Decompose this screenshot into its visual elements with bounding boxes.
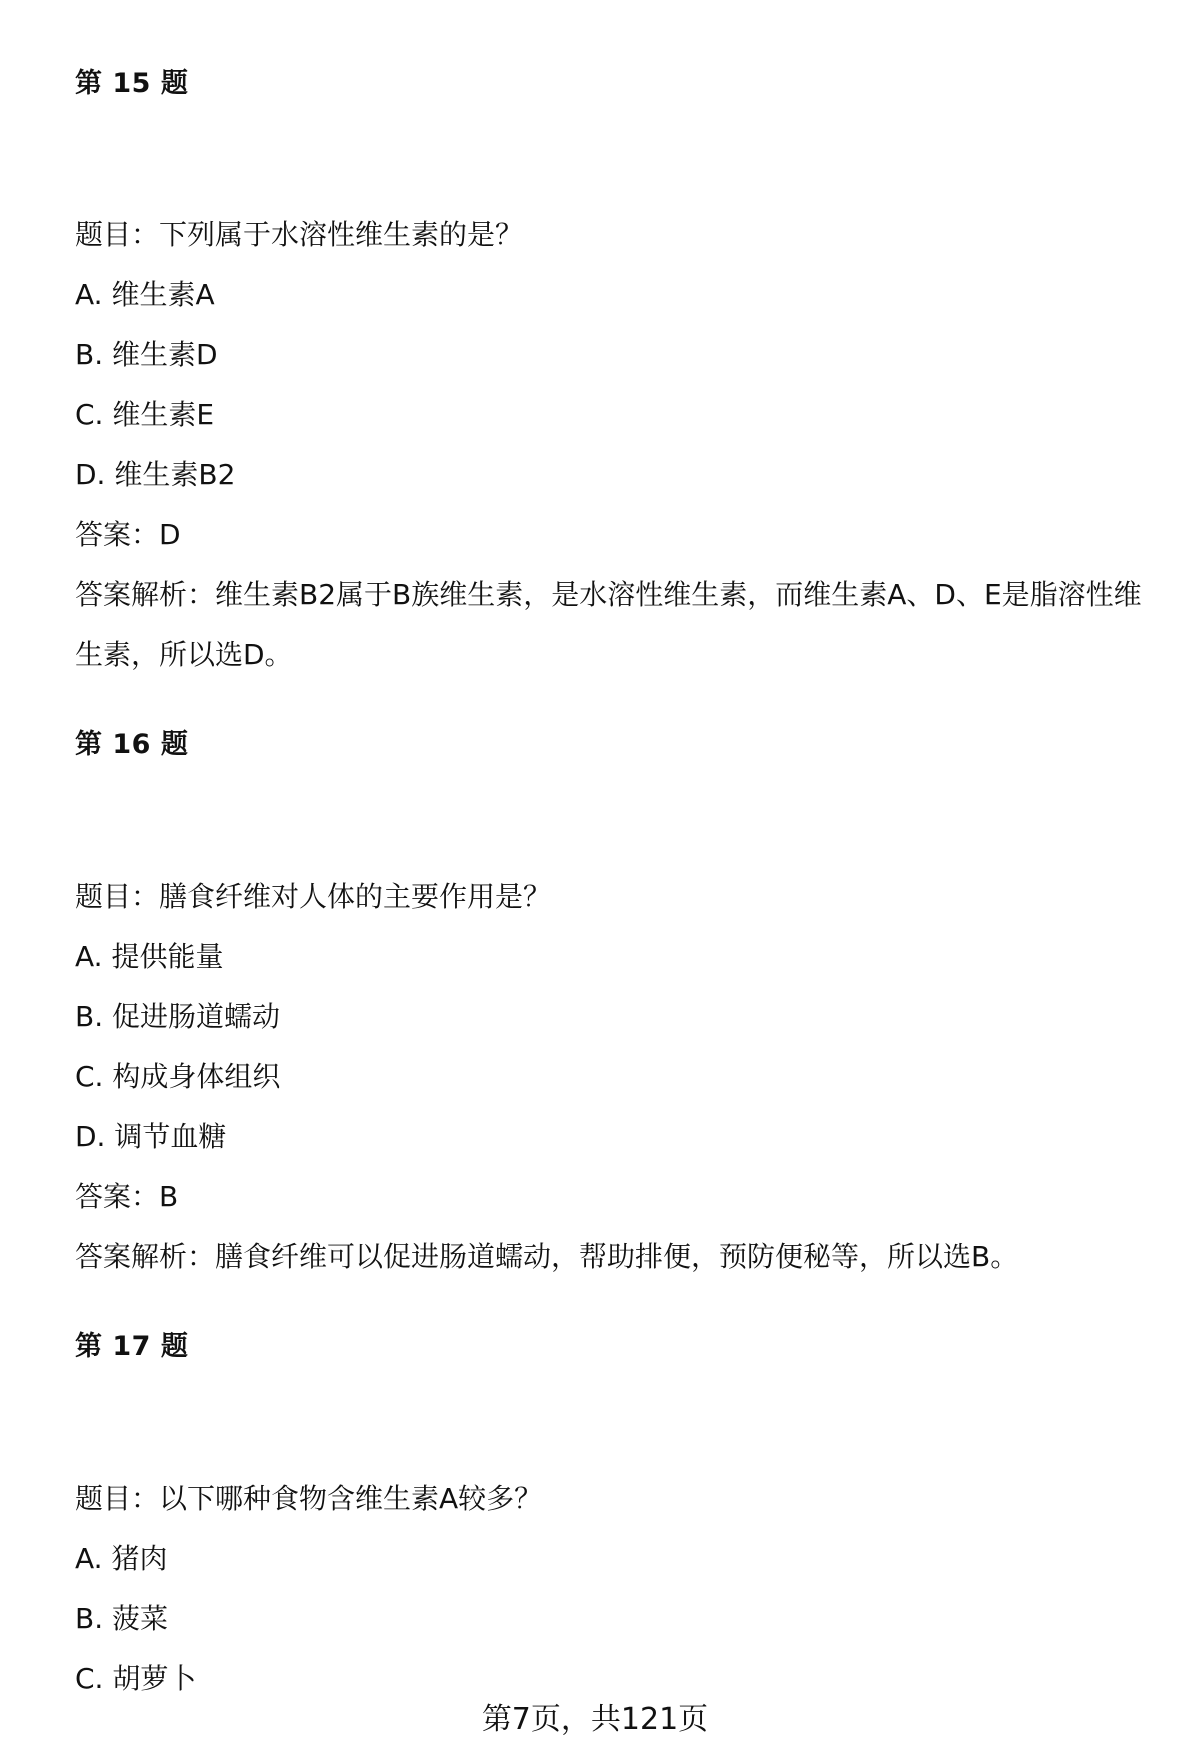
option-b: B. 菠菜 xyxy=(75,1602,169,1635)
option-a: A. 维生素A xyxy=(75,278,215,311)
option-c: C. 胡萝卜 xyxy=(75,1662,197,1695)
option-d: D. 维生素B2 xyxy=(75,458,236,491)
answer-explanation: 答案解析：膳食纤维可以促进肠道蠕动，帮助排便，预防便秘等，所以选B。 xyxy=(75,1240,1019,1273)
option-d: D. 调节血糖 xyxy=(75,1120,227,1153)
option-c: C. 维生素E xyxy=(75,398,215,431)
question-stem: 题目：以下哪种食物含维生素A较多？ xyxy=(75,1482,543,1515)
option-a: A. 猪肉 xyxy=(75,1542,168,1575)
question-heading: 第 16 题 xyxy=(75,729,189,760)
document-page xyxy=(75,0,1165,1755)
answer: 答案：D xyxy=(75,518,181,551)
page-number-footer: 第7页，共121页 xyxy=(481,1702,709,1737)
question-stem: 题目：膳食纤维对人体的主要作用是？ xyxy=(75,880,552,913)
question-stem: 题目：下列属于水溶性维生素的是？ xyxy=(75,218,524,251)
answer: 答案：B xyxy=(75,1180,179,1213)
option-a: A. 提供能量 xyxy=(75,940,224,973)
answer-explanation: 答案解析：维生素B2属于B族维生素，是水溶性维生素，而维生素A、D、E是脂溶性维生素，所以选D。 xyxy=(75,578,1142,671)
option-c: C. 构成身体组织 xyxy=(75,1060,281,1093)
question-heading: 第 15 题 xyxy=(75,68,189,99)
option-b: B. 维生素D xyxy=(75,338,218,371)
question-heading: 第 17 题 xyxy=(75,1331,189,1362)
option-b: B. 促进肠道蠕动 xyxy=(75,1000,281,1033)
